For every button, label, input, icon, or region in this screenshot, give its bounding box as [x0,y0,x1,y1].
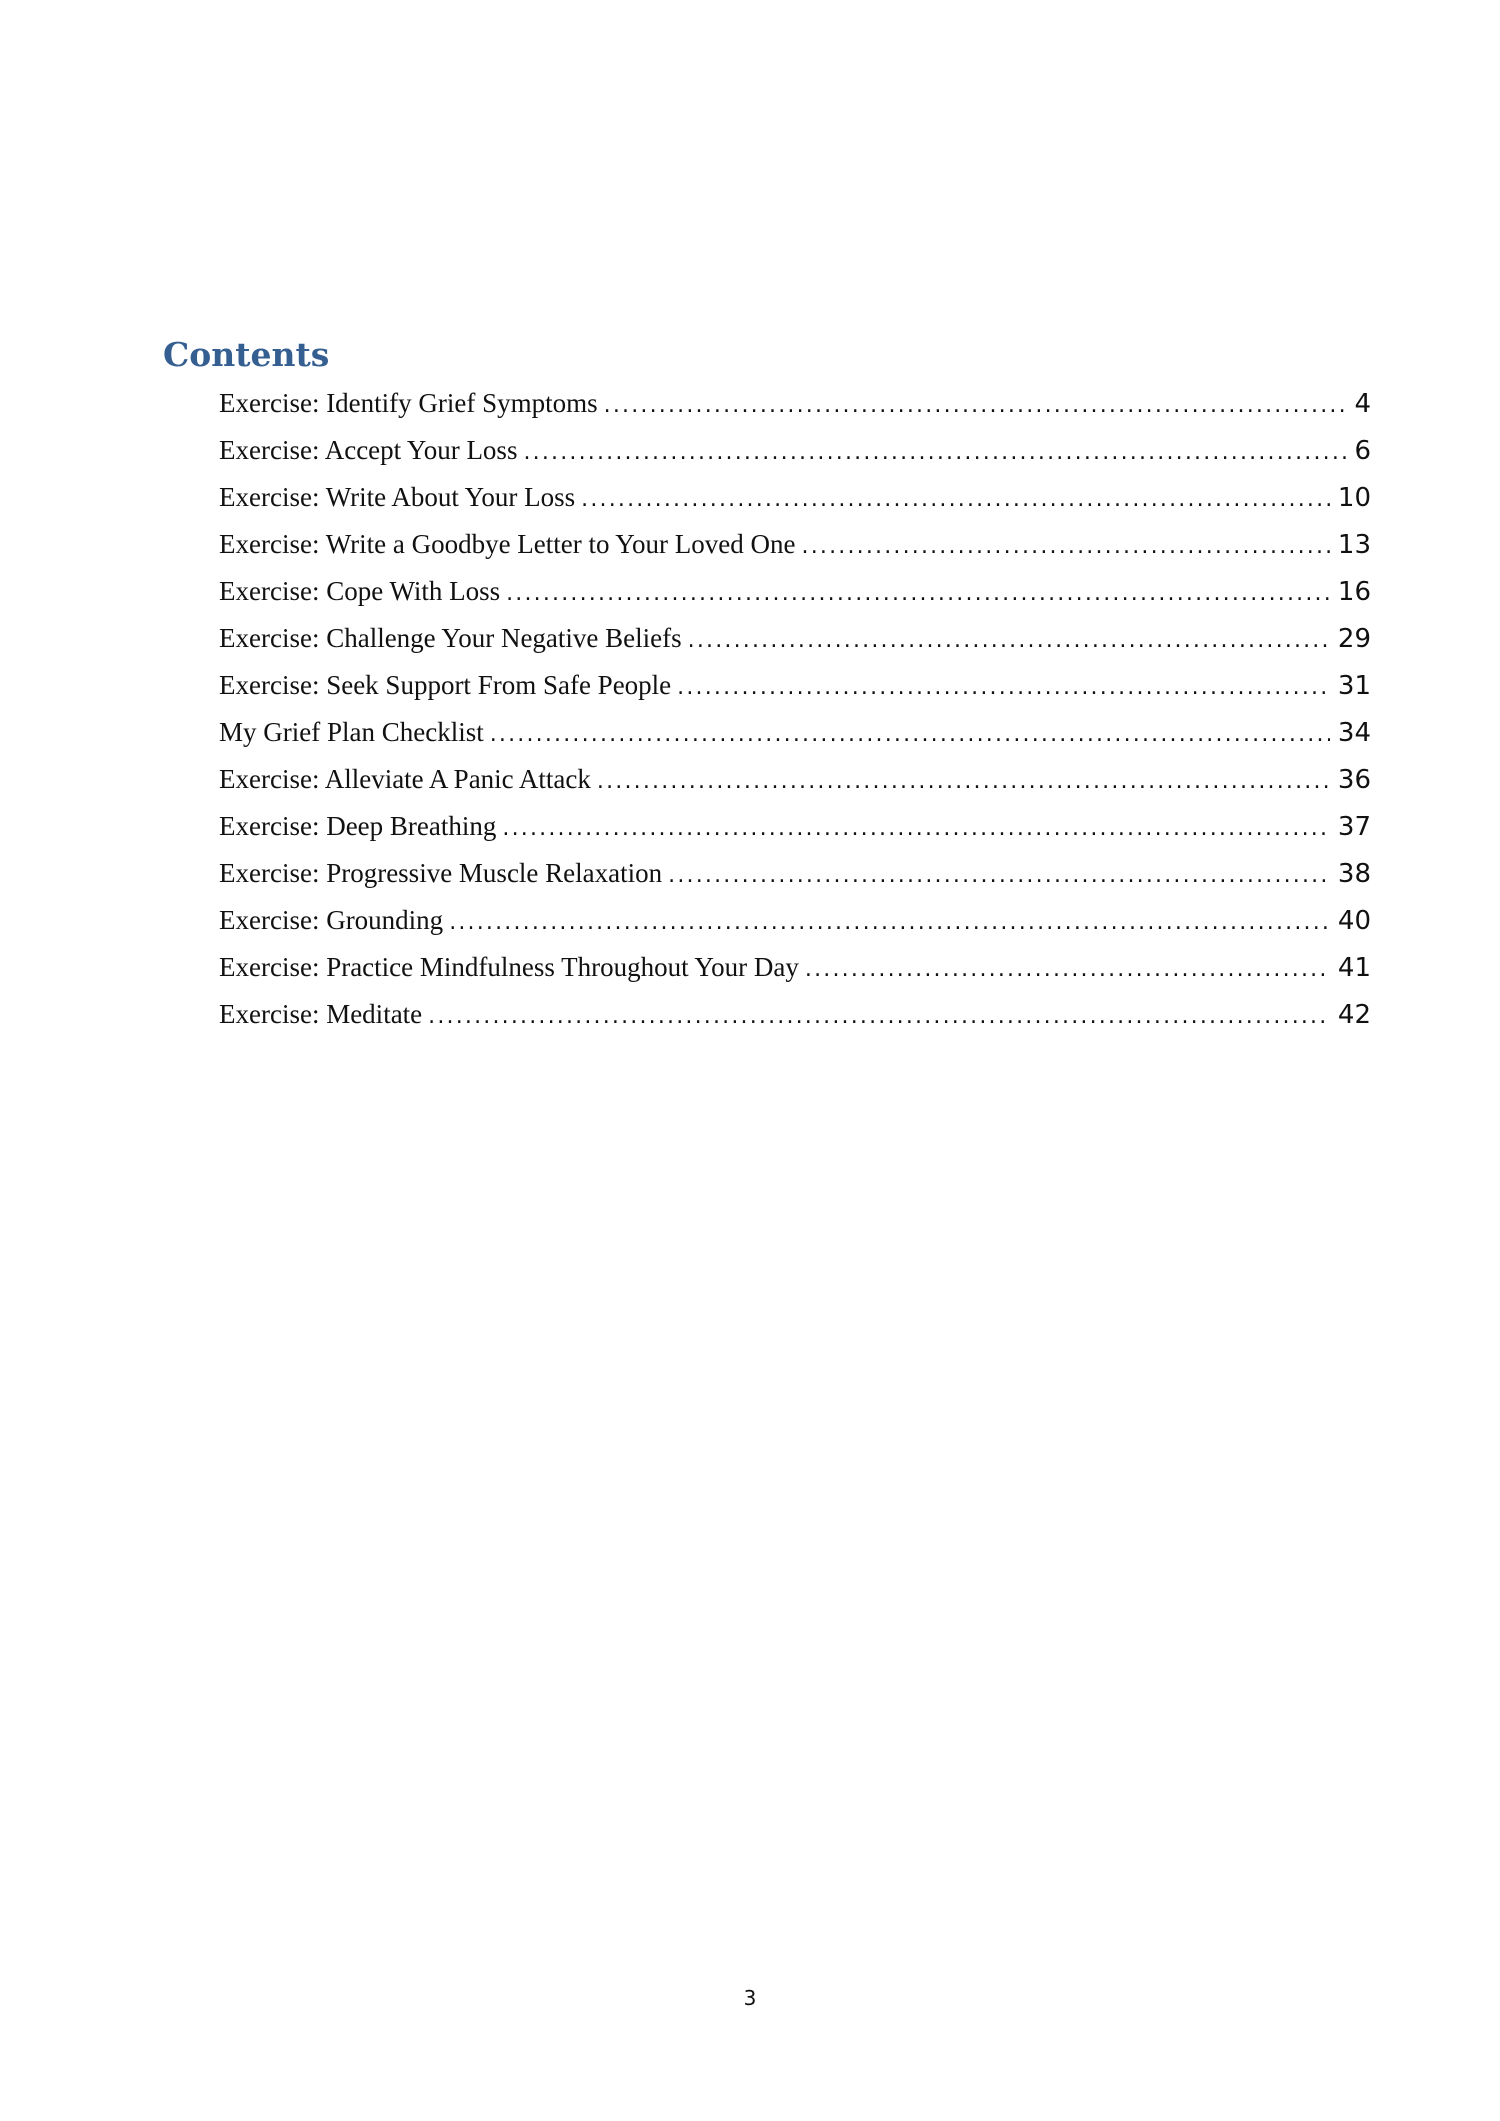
toc-entry-page: 4 [1354,389,1371,419]
table-of-contents [219,388,1371,1046]
contents-heading: Contents [163,335,330,374]
dot-leader [677,675,1330,700]
dot-leader [805,957,1330,982]
toc-entry-page: 31 [1337,671,1371,701]
dot-leader [523,440,1346,465]
toc-entry-seek-support[interactable] [219,670,1371,717]
toc-entry-page: 10 [1337,483,1371,513]
toc-entry-page: 29 [1337,624,1371,654]
toc-entry-identify-grief-symptoms[interactable] [219,388,1371,435]
dot-leader [688,628,1330,653]
page-number: 3 [743,1986,757,2010]
dot-leader [502,816,1330,841]
toc-entry-label: My Grief Plan Checklist [219,717,484,747]
dot-leader [597,769,1330,794]
toc-entry-label: Exercise: Write a Goodbye Letter to Your Loved One [219,529,796,559]
toc-entry-label: Exercise: Alleviate A Panic Attack [219,764,591,794]
dot-leader [428,1004,1330,1029]
toc-entry-page: 13 [1337,530,1371,560]
toc-entry-progressive-muscle-relaxation[interactable] [219,858,1371,905]
toc-entry-accept-your-loss[interactable] [219,435,1371,482]
dot-leader [581,487,1330,512]
toc-entry-challenge-negative-beliefs[interactable] [219,623,1371,670]
dot-leader [449,910,1330,935]
dot-leader [490,722,1330,747]
toc-entry-cope-with-loss[interactable] [219,576,1371,623]
toc-entry-alleviate-panic-attack[interactable] [219,764,1371,811]
toc-entry-write-about-your-loss[interactable] [219,482,1371,529]
toc-entry-deep-breathing[interactable] [219,811,1371,858]
dot-leader [802,534,1330,559]
toc-entry-label: Exercise: Deep Breathing [219,811,497,841]
toc-entry-page: 6 [1354,436,1371,466]
toc-entry-label: Exercise: Seek Support From Safe People [219,670,672,700]
dot-leader [506,581,1330,606]
toc-entry-page: 38 [1337,859,1371,889]
dot-leader [604,393,1347,418]
toc-entry-label: Exercise: Identify Grief Symptoms [219,388,598,418]
toc-entry-grounding[interactable] [219,905,1371,952]
toc-entry-meditate[interactable] [219,999,1371,1046]
toc-entry-label: Exercise: Practice Mindfulness Throughout Your Day [219,952,799,982]
toc-entry-page: 34 [1337,718,1371,748]
toc-entry-grief-plan-checklist[interactable] [219,717,1371,764]
toc-entry-label: Exercise: Cope With Loss [219,576,501,606]
toc-entry-label: Exercise: Challenge Your Negative Beliefs [219,623,682,653]
toc-entry-page: 41 [1337,953,1371,983]
toc-entry-label: Exercise: Progressive Muscle Relaxation [219,858,663,888]
toc-entry-label: Exercise: Write About Your Loss [219,482,576,512]
toc-entry-label: Exercise: Grounding [219,905,444,935]
toc-entry-practice-mindfulness[interactable] [219,952,1371,999]
toc-entry-page: 36 [1337,765,1371,795]
toc-entry-label: Exercise: Meditate [219,999,423,1029]
toc-entry-label: Exercise: Accept Your Loss [219,435,518,465]
dot-leader [668,863,1330,888]
toc-entry-page: 40 [1337,906,1371,936]
toc-entry-page: 37 [1337,812,1371,842]
toc-entry-goodbye-letter[interactable] [219,529,1371,576]
toc-entry-page: 42 [1337,1000,1371,1030]
toc-entry-page: 16 [1337,577,1371,607]
